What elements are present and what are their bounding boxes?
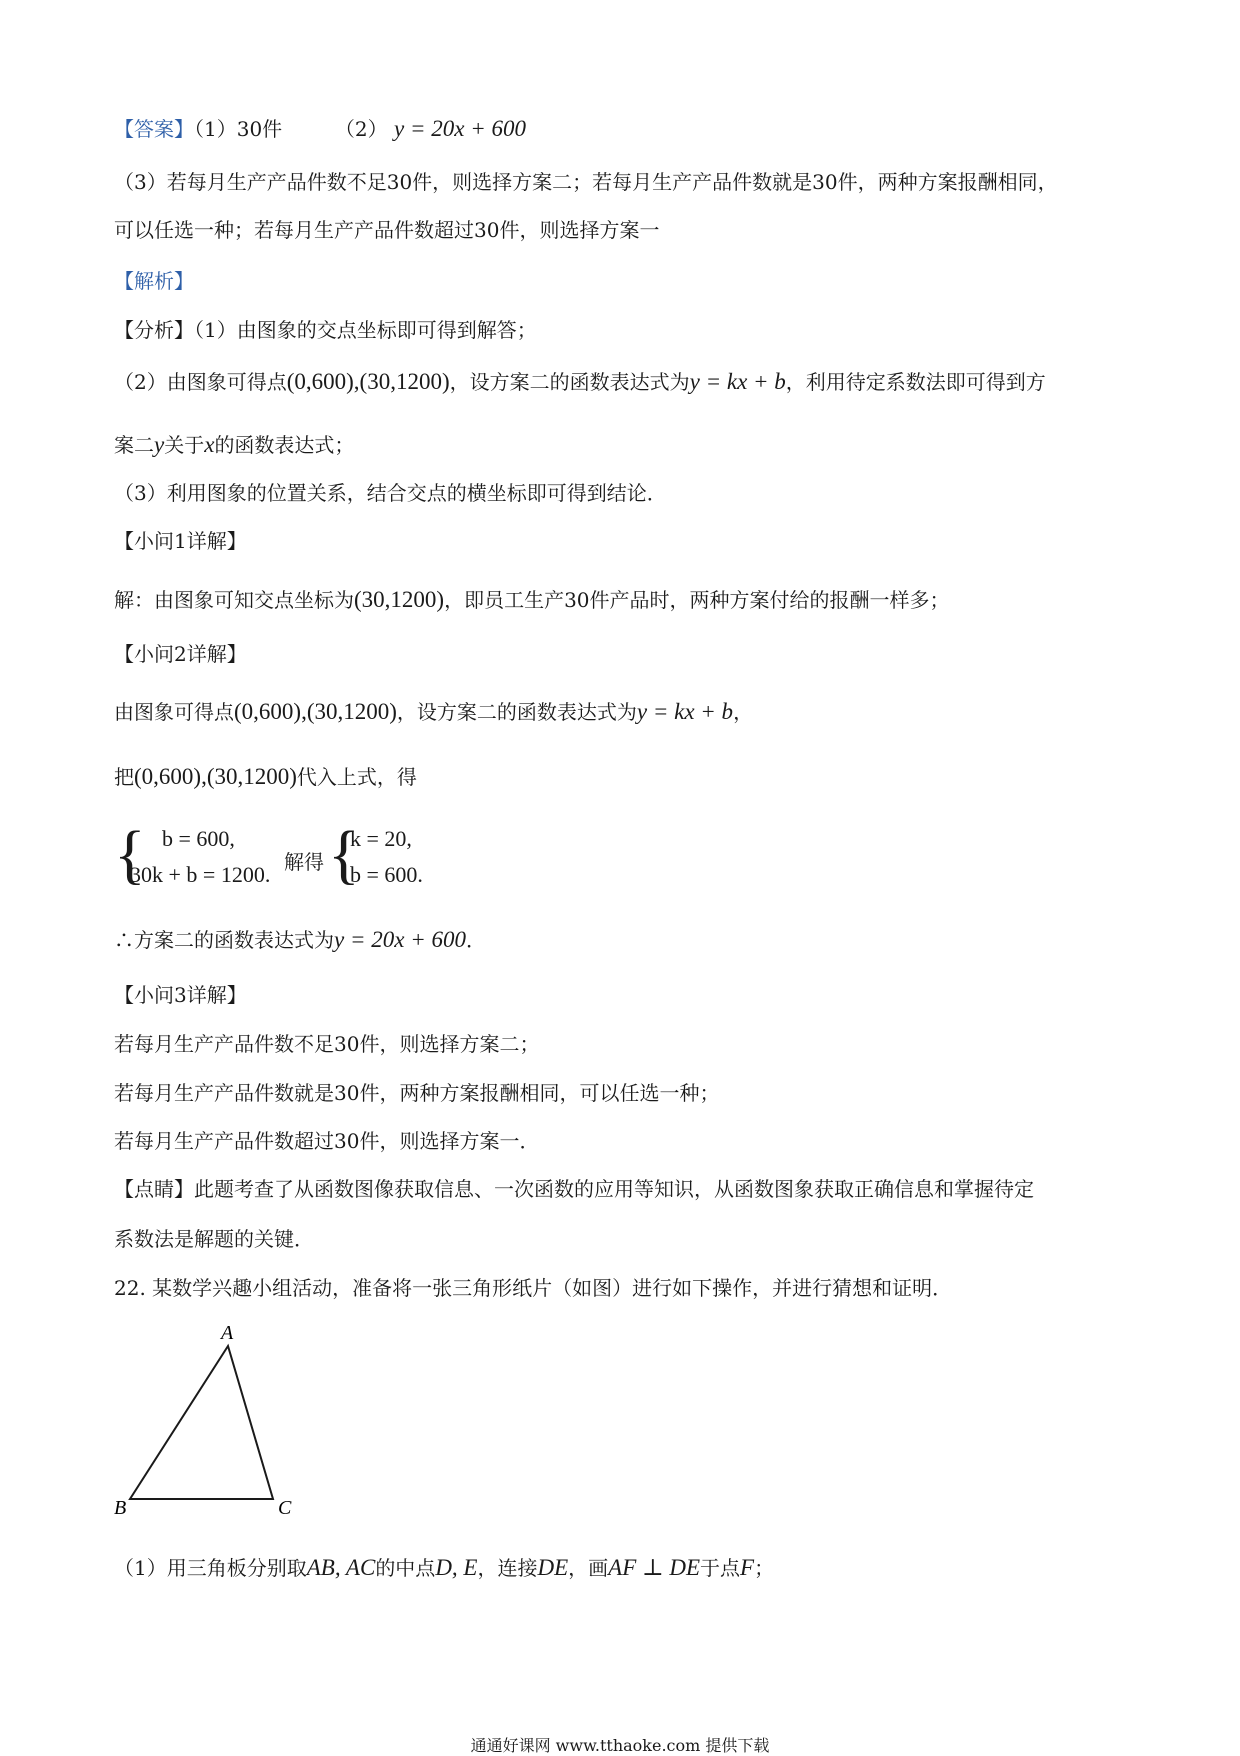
q1-line xyxy=(114,588,950,611)
q1-tag: 【小问1详解】 xyxy=(114,529,247,553)
triangle-figure xyxy=(100,1320,320,1520)
analysis-points: (0,600),(30,1200) xyxy=(286,369,450,394)
q2-points: (0,600),(30,1200) xyxy=(234,699,397,724)
answer-line xyxy=(114,117,526,140)
analysis-text: 关于 xyxy=(164,433,205,457)
analysis-tag: 【解析】 xyxy=(114,269,194,293)
q3-line2: 若每月生产产品件数就是30件，两种方案报酬相同，可以任选一种； xyxy=(114,1081,720,1105)
equation-systems xyxy=(114,820,474,900)
variable-y: y xyxy=(154,432,165,457)
answer-part2-prefix: （2） xyxy=(334,117,388,141)
problem22-stem: 22. 某数学兴趣小组活动，准备将一张三角形纸片（如图）进行如下操作，并进行猜想和证明． xyxy=(114,1276,953,1300)
q2-line1 xyxy=(114,700,753,723)
variable-x: x xyxy=(204,432,215,457)
analysis-text: ，设方案二的函数表达式为 xyxy=(449,370,690,394)
system2-row2: b = 600. xyxy=(350,862,423,887)
step1-points: D, E xyxy=(435,1555,478,1580)
answer-tag: 【答案】 xyxy=(114,117,194,141)
analysis-text: 的函数表达式； xyxy=(214,433,355,457)
q2-text: 代入上式，得 xyxy=(296,765,417,789)
analysis-text: （2）由图象可得点 xyxy=(114,370,287,394)
page-footer: 通通好课网 www.tthaoke.com 提供下载 xyxy=(470,1736,770,1755)
q1-text: 解：由图象可知交点坐标为 xyxy=(114,588,354,612)
step1-segment-de: DE xyxy=(537,1555,569,1580)
solve-label: 解得 xyxy=(284,850,324,874)
step1-text: ，画 xyxy=(568,1556,609,1580)
q3-tag: 【小问3详解】 xyxy=(114,983,247,1007)
q2-line2 xyxy=(114,765,417,788)
vertex-label-a: A xyxy=(221,1322,234,1344)
q2-points: (0,600),(30,1200) xyxy=(134,764,297,789)
q2-text: 把 xyxy=(114,765,134,789)
step1-point-f: F xyxy=(740,1555,755,1580)
comment-line1: 【点睛】此题考查了从函数图像获取信息、一次函数的应用等知识，从函数图象获取正确信息和掌握待定 xyxy=(114,1177,1034,1201)
step1-text: ，连接 xyxy=(477,1556,538,1580)
analysis-line2 xyxy=(114,370,1046,393)
q2-tag: 【小问2详解】 xyxy=(114,642,247,666)
q2-text: ， xyxy=(733,700,754,724)
analysis-line1: 【分析】（1）由图象的交点坐标即可得到解答； xyxy=(114,318,537,342)
analysis-expression: y = kx + b xyxy=(689,369,786,394)
q2-expression: y = kx + b xyxy=(636,699,734,724)
system1-row1: b = 600, xyxy=(162,826,235,851)
left-brace: { xyxy=(328,818,360,891)
left-brace: { xyxy=(114,818,146,891)
vertex-label-b: B xyxy=(114,1497,127,1519)
answer-part2-expression: y = 20x + 600 xyxy=(394,116,526,141)
system1-row2: 30k + b = 1200. xyxy=(130,862,271,887)
analysis-text: 案二 xyxy=(114,433,154,457)
q2-text: 由图象可得点 xyxy=(114,700,234,724)
system2-row1: k = 20, xyxy=(350,826,412,851)
analysis-text: ，利用待定系数法即可得到方 xyxy=(785,370,1046,394)
analysis-line4: （3）利用图象的位置关系，结合交点的横坐标即可得到结论． xyxy=(114,481,667,505)
answer-part1: （1）30件 xyxy=(194,117,283,141)
q3-line1: 若每月生产产品件数不足30件，则选择方案二； xyxy=(114,1032,540,1056)
step1-text: （1）用三角板分别取 xyxy=(114,1556,307,1580)
vertex-label-c: C xyxy=(278,1497,292,1519)
q2-text: ． xyxy=(465,928,486,952)
q2-conclusion-expression: y = 20x + 600 xyxy=(334,927,466,952)
triangle-abc xyxy=(130,1346,273,1499)
step1-text: ； xyxy=(754,1556,775,1580)
comment-line2: 系数法是解题的关键． xyxy=(114,1227,314,1251)
step1-text: 的中点 xyxy=(375,1556,436,1580)
step1-perpendicular: AF ⊥ DE xyxy=(608,1555,701,1580)
answer-part3-line1: （3）若每月生产产品件数不足30件，则选择方案二；若每月生产产品件数就是30件，两种方案报酬相同， xyxy=(114,170,1058,194)
q2-conclusion xyxy=(114,928,486,951)
problem22-step1 xyxy=(114,1556,774,1579)
step1-text: 于点 xyxy=(700,1556,741,1580)
q2-text: ∴方案二的函数表达式为 xyxy=(114,928,334,952)
q2-text: ，设方案二的函数表达式为 xyxy=(396,700,637,724)
q1-point: (30,1200) xyxy=(354,587,445,612)
analysis-line3 xyxy=(114,433,354,456)
q3-line3: 若每月生产产品件数超过30件，则选择方案一． xyxy=(114,1129,540,1153)
answer-part3-line2: 可以任选一种；若每月生产产品件数超过30件，则选择方案一 xyxy=(114,218,660,242)
step1-segments: AB, AC xyxy=(306,1555,376,1580)
q1-text: ，即员工生产30件产品时，两种方案付给的报酬一样多； xyxy=(444,588,950,612)
